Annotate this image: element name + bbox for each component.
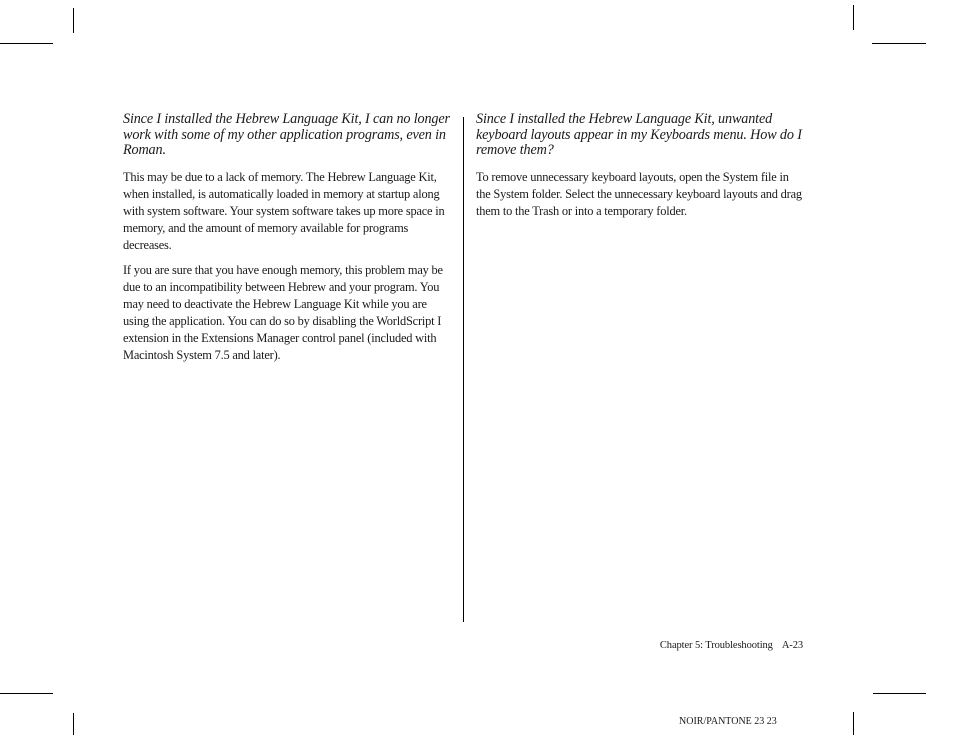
right-column — [476, 112, 806, 228]
crop-mark-bottom-left-vertical — [73, 713, 74, 735]
right-paragraph-1: To remove unnecessary keyboard layouts, open the System file in the System folder. Select the unnecessary keyboard layouts and drag them to the Trash or into a temporary folder. — [476, 169, 802, 218]
left-paragraph-1: This may be due to a lack of memory. The Hebrew Language Kit, when installed, is automatically loaded in memory at startup along with system software. Your system software takes up more space in memory, and the amount of memory available for programs decreases. — [123, 169, 445, 252]
running-footer — [660, 640, 803, 651]
right-question: Since I installed the Hebrew Language Kit, unwanted keyboard layouts appear in my Keyboards menu. How do I remove them? — [476, 111, 802, 159]
crop-mark-top-left-horizontal — [0, 43, 53, 44]
crop-mark-top-left-vertical — [73, 8, 74, 33]
column-divider — [463, 117, 464, 622]
left-paragraph-2: If you are sure that you have enough memory, this problem may be due to an incompatibility between Hebrew and your program. You may need to deactivate the Hebrew Language Kit while you are using the application. You can do so by disabling the WorldScript I extension in the Extensions Manager control panel (included with Macintosh System 7.5 and later). — [123, 262, 443, 362]
print-slug: NOIR/PANTONE 23 23 — [679, 716, 777, 727]
chapter-title: Chapter 5: Troubleshooting — [659, 640, 773, 651]
crop-mark-top-right-horizontal — [872, 43, 926, 44]
crop-mark-bottom-right-horizontal — [873, 693, 926, 694]
crop-mark-top-right-vertical — [853, 5, 854, 30]
left-question: Since I installed the Hebrew Language Kit, I can no longer work with some of my other application programs, even in Roman. — [123, 111, 450, 159]
crop-mark-bottom-left-horizontal — [0, 693, 53, 694]
page-number: A-23 — [781, 640, 803, 651]
left-column — [123, 112, 453, 372]
crop-mark-bottom-right-vertical — [853, 712, 854, 735]
